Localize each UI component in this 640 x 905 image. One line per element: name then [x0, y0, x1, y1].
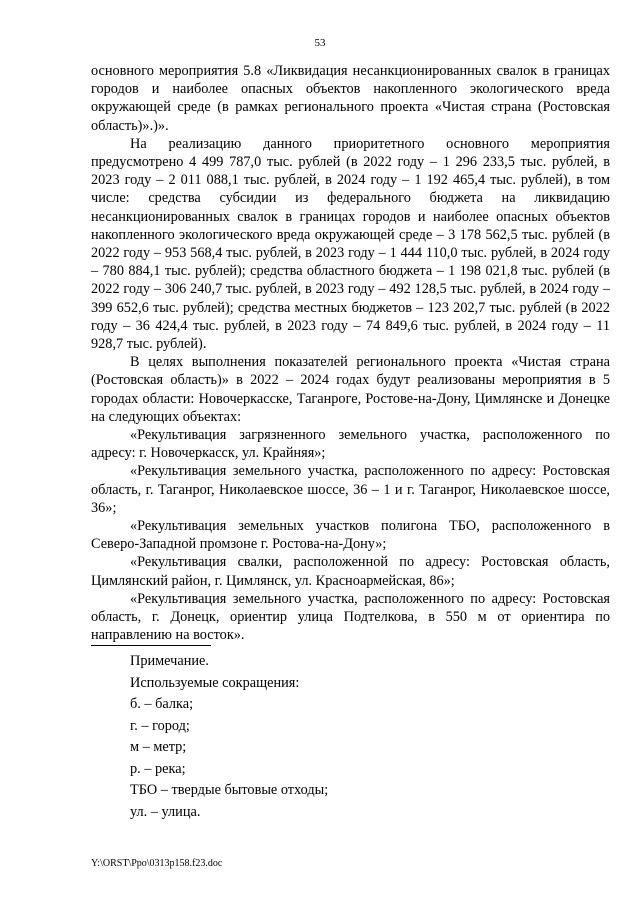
footnote-divider	[91, 645, 211, 646]
abbreviation-item: м – метр;	[130, 739, 187, 755]
note-subheading: Используемые сокращения:	[130, 674, 300, 691]
paragraph: На реализацию данного приоритетного основного мероприятия предусмотрено 4 499 787,0 тыс. рублей (в 2022 году – 1 296 233,5 тыс. рублей, в 2023 году – 2 011 088,1 тыс. рублей, в 2024 году – 1 192 465,4 тыс. рублей), в том числе: средства субсидии из федерального бюджета на ликвидацию несанкционированных свалок в границах городов и наиболее опасных объектов накопленного экологического вреда окружающей среде – 3 178 562,5 тыс. рублей (в 2022 году – 953 568,4 тыс. рублей, в 2023 году – 1 444 110,0 тыс. рублей, в 2024 году – 780 884,1 тыс. рублей); средства областного бюджета – 1 198 021,8 тыс. рублей (в 2022 году – 306 240,7 тыс. рублей, в 2023 году – 492 128,5 тыс. рублей, в 2024 году – 399 652,6 тыс. рублей); средства местных бюджетов – 123 202,7 тыс. рублей (в 2022 году – 36 424,4 тыс. рублей, в 2023 году – 74 849,6 тыс. рублей, в 2024 году – 11 928,7 тыс. рублей).	[91, 135, 610, 353]
paragraph: «Рекультивация свалки, расположенной по адресу: Ростовская область, Цимлянский район, г. Цимлянск, ул. Красноармейская, 86»;	[91, 554, 610, 589]
paragraph: основного мероприятия 5.8 «Ликвидация несанкционированных свалок в границах городов и наиболее опасных объектов накопленного экологического вреда окружающей среде (в рамках регионального проекта «Чистая страна (Ростовская область)».)».	[91, 63, 610, 134]
abbreviation-item: г. – город;	[130, 717, 190, 734]
abbreviation-item: ул. – улица.	[130, 803, 201, 820]
file-path-footer: Y:\ORST\Ppo\0313p158.f23.doc	[91, 858, 223, 869]
document-body	[91, 62, 610, 645]
page-number: 53	[314, 37, 326, 49]
note-heading: Примечание.	[130, 653, 209, 669]
abbreviation-item: б. – балка;	[130, 696, 194, 712]
paragraph: «Рекультивация загрязненного земельного участка, расположенного по адресу: г. Новочеркасск, ул. Крайняя»;	[91, 427, 610, 462]
abbreviations-note	[130, 651, 600, 823]
paragraph: В целях выполнения показателей регионального проекта «Чистая страна (Ростовская область)» в 2022 – 2024 годах будут реализованы мероприятия в 5 городах области: Новочеркасске, Таганроге, Ростове-на-Дону, Цимлянске и Донецке на следующих объектах:	[91, 354, 610, 425]
paragraph: «Рекультивация земельных участков полигона ТБО, расположенного в Северо-Западной промзоне г. Ростова-на-Дону»;	[91, 518, 610, 553]
paragraph: «Рекультивация земельного участка, расположенного по адресу: Ростовская область, г. Донецк, ориентир улица Подтелкова, в 550 м от ориентира по направлению на восток».	[91, 590, 610, 644]
abbreviation-item: ТБО – твердые бытовые отходы;	[130, 782, 329, 798]
abbreviation-item: р. – река;	[130, 760, 186, 777]
paragraph: «Рекультивация земельного участка, расположенного по адресу: Ростовская область, г. Таганрог, Николаевское шоссе, 36 – 1 и г. Таганрог, Николаевское шоссе, 36»;	[91, 463, 610, 516]
